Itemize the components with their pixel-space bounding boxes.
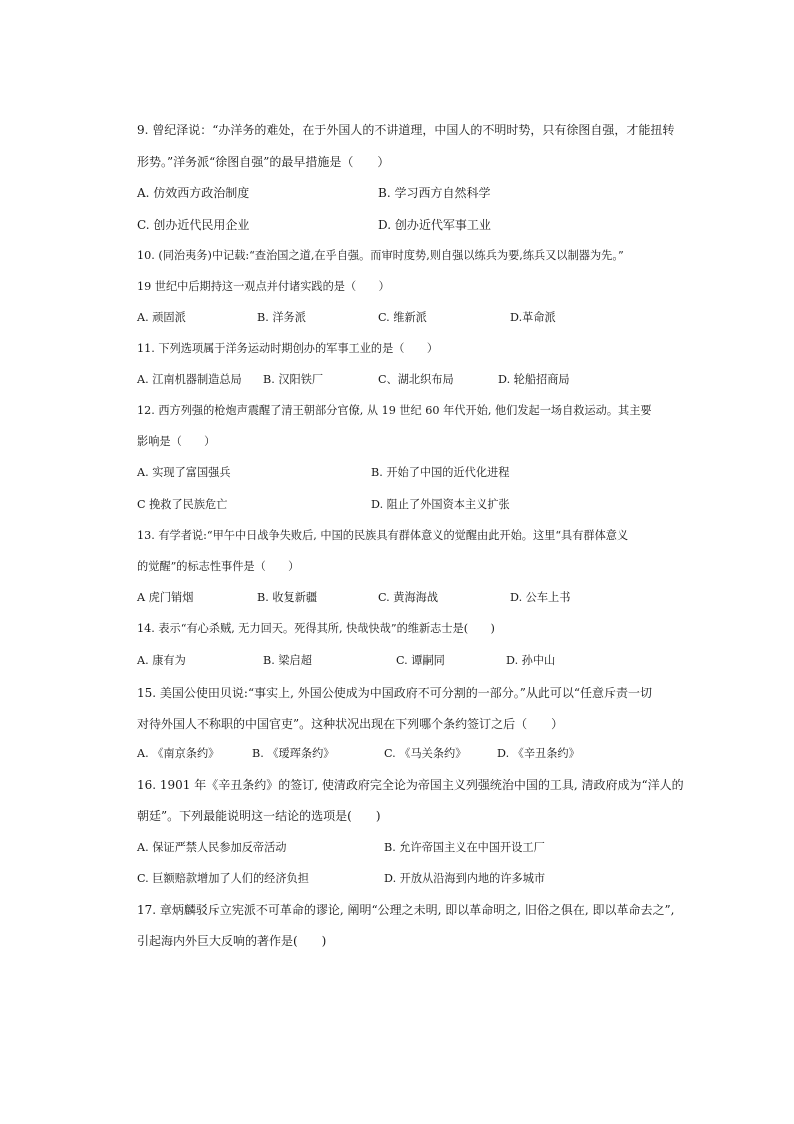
question-9-line-2: 形势。”洋务派“徐图自强”的最早措施是（ ） bbox=[137, 155, 390, 169]
question-9-option-b: B. 学习西方自然科学 bbox=[378, 186, 491, 200]
question-13-option-d: D. 公车上书 bbox=[510, 591, 571, 604]
question-15-option-a: A. 《南京条约》 bbox=[137, 747, 220, 760]
question-12-line-2: 影响是（ ） bbox=[137, 435, 216, 448]
question-14-option-d: D. 孙中山 bbox=[506, 654, 556, 667]
question-13-option-c: C. 黄海海战 bbox=[378, 591, 439, 604]
question-16-option-a: A. 保证严禁人民参加反帝活动 bbox=[137, 841, 287, 854]
question-12-option-b: B. 开始了中国的近代化进程 bbox=[371, 466, 510, 479]
question-14-option-c: C. 谭嗣同 bbox=[396, 654, 445, 667]
question-15-line-2: 对待外国人不称职的中国官吏”。这种状况出现在下列哪个条约签订之后（ ） bbox=[137, 717, 564, 731]
question-9-line-1: 9. 曾纪泽说：“办洋务的难处，在于外国人的不讲道理，中国人的不明时势，只有徐图自强，才能扭转 bbox=[137, 123, 675, 137]
question-12-line-1: 12. 西方列强的枪炮声震醒了清王朝部分官僚, 从 19 世纪 60 年代开始, 他们发起一场自救运动。其主要 bbox=[137, 404, 652, 417]
question-11-line-1: 11. 下列选项属于洋务运动时期创办的军事工业的是（ ） bbox=[137, 342, 439, 355]
question-16-line-1: 16. 1901 年《辛丑条约》的签订, 使清政府完全论为帝国主义列强统治中国的工具, 清政府成为“洋人的 bbox=[137, 778, 684, 792]
question-11-option-a: A. 江南机器制造总局 bbox=[137, 373, 242, 386]
question-10-option-b: B. 洋务派 bbox=[257, 311, 306, 324]
question-14-option-b: B. 梁启超 bbox=[263, 654, 312, 667]
question-11-option-d: D. 轮船招商局 bbox=[498, 373, 570, 386]
question-12-option-d: D. 阻止了外国资本主义扩张 bbox=[371, 498, 510, 511]
question-11-option-b: B. 汉阳铁厂 bbox=[263, 373, 324, 386]
question-16-option-d: D. 开放从沿海到内地的许多城市 bbox=[384, 872, 546, 885]
question-12-option-a: A. 实现了富国强兵 bbox=[137, 466, 231, 479]
question-12-option-c: C 挽救了民族危亡 bbox=[137, 498, 228, 511]
question-10-option-a: A. 顽固派 bbox=[137, 311, 186, 324]
question-15-option-b: B. 《瑷珲条约》 bbox=[252, 747, 335, 760]
question-13-option-a: A 虎门销烟 bbox=[137, 591, 194, 604]
question-15-option-d: D. 《辛丑条约》 bbox=[497, 747, 580, 760]
question-11-option-c: C、湖北织布局 bbox=[378, 373, 454, 386]
question-9-option-d: D. 创办近代军事工业 bbox=[378, 218, 491, 232]
question-16-line-2: 朝廷”。下列最能说明这一结论的选项是( ) bbox=[137, 809, 381, 823]
question-14-option-a: A. 康有为 bbox=[137, 654, 186, 667]
question-15-option-c: C. 《马关条约》 bbox=[384, 747, 467, 760]
question-10-line-1: 10. (同治夷务)中记载:“查治国之道,在乎自强。而审时度势,则自强以练兵为要,练兵又以制器为先。” bbox=[137, 249, 624, 262]
question-17-line-2: 引起海内外巨大反响的著作是( ) bbox=[137, 934, 327, 948]
question-13-option-b: B. 收复新疆 bbox=[257, 591, 318, 604]
question-13-line-2: 的觉醒”的标志性事件是（ ） bbox=[137, 560, 300, 573]
question-10-option-d: D.革命派 bbox=[510, 311, 556, 324]
question-16-option-b: B. 允许帝国主义在中国开设工厂 bbox=[384, 841, 545, 854]
question-9-option-c: C. 创办近代民用企业 bbox=[137, 218, 250, 232]
question-13-line-1: 13. 有学者说:“甲午中日战争失败后, 中国的民族具有群体意义的觉醒由此开始。这里“具有群体意义 bbox=[137, 529, 629, 542]
question-17-line-1: 17. 章炳麟驳斥立宪派不可革命的谬论, 阐明“公理之未明, 即以革命明之, 旧俗之俱在, 即以革命去之”, bbox=[137, 903, 675, 917]
question-9-option-a: A. 仿效西方政治制度 bbox=[137, 186, 250, 200]
question-14-line-1: 14. 表示“有心杀贼, 无力回天。死得其所, 快哉快哉”的维新志士是( ) bbox=[137, 622, 495, 635]
question-10-line-2: 19 世纪中后期持这一观点并付诸实践的是（ ） bbox=[137, 280, 390, 293]
question-15-line-1: 15. 美国公使田贝说:“事实上, 外国公使成为中国政府不可分割的一部分。”从此可以“任意斥责一切 bbox=[137, 686, 652, 700]
question-10-option-c: C. 维新派 bbox=[378, 311, 427, 324]
question-16-option-c: C. 巨额赔款增加了人们的经济负担 bbox=[137, 872, 309, 885]
